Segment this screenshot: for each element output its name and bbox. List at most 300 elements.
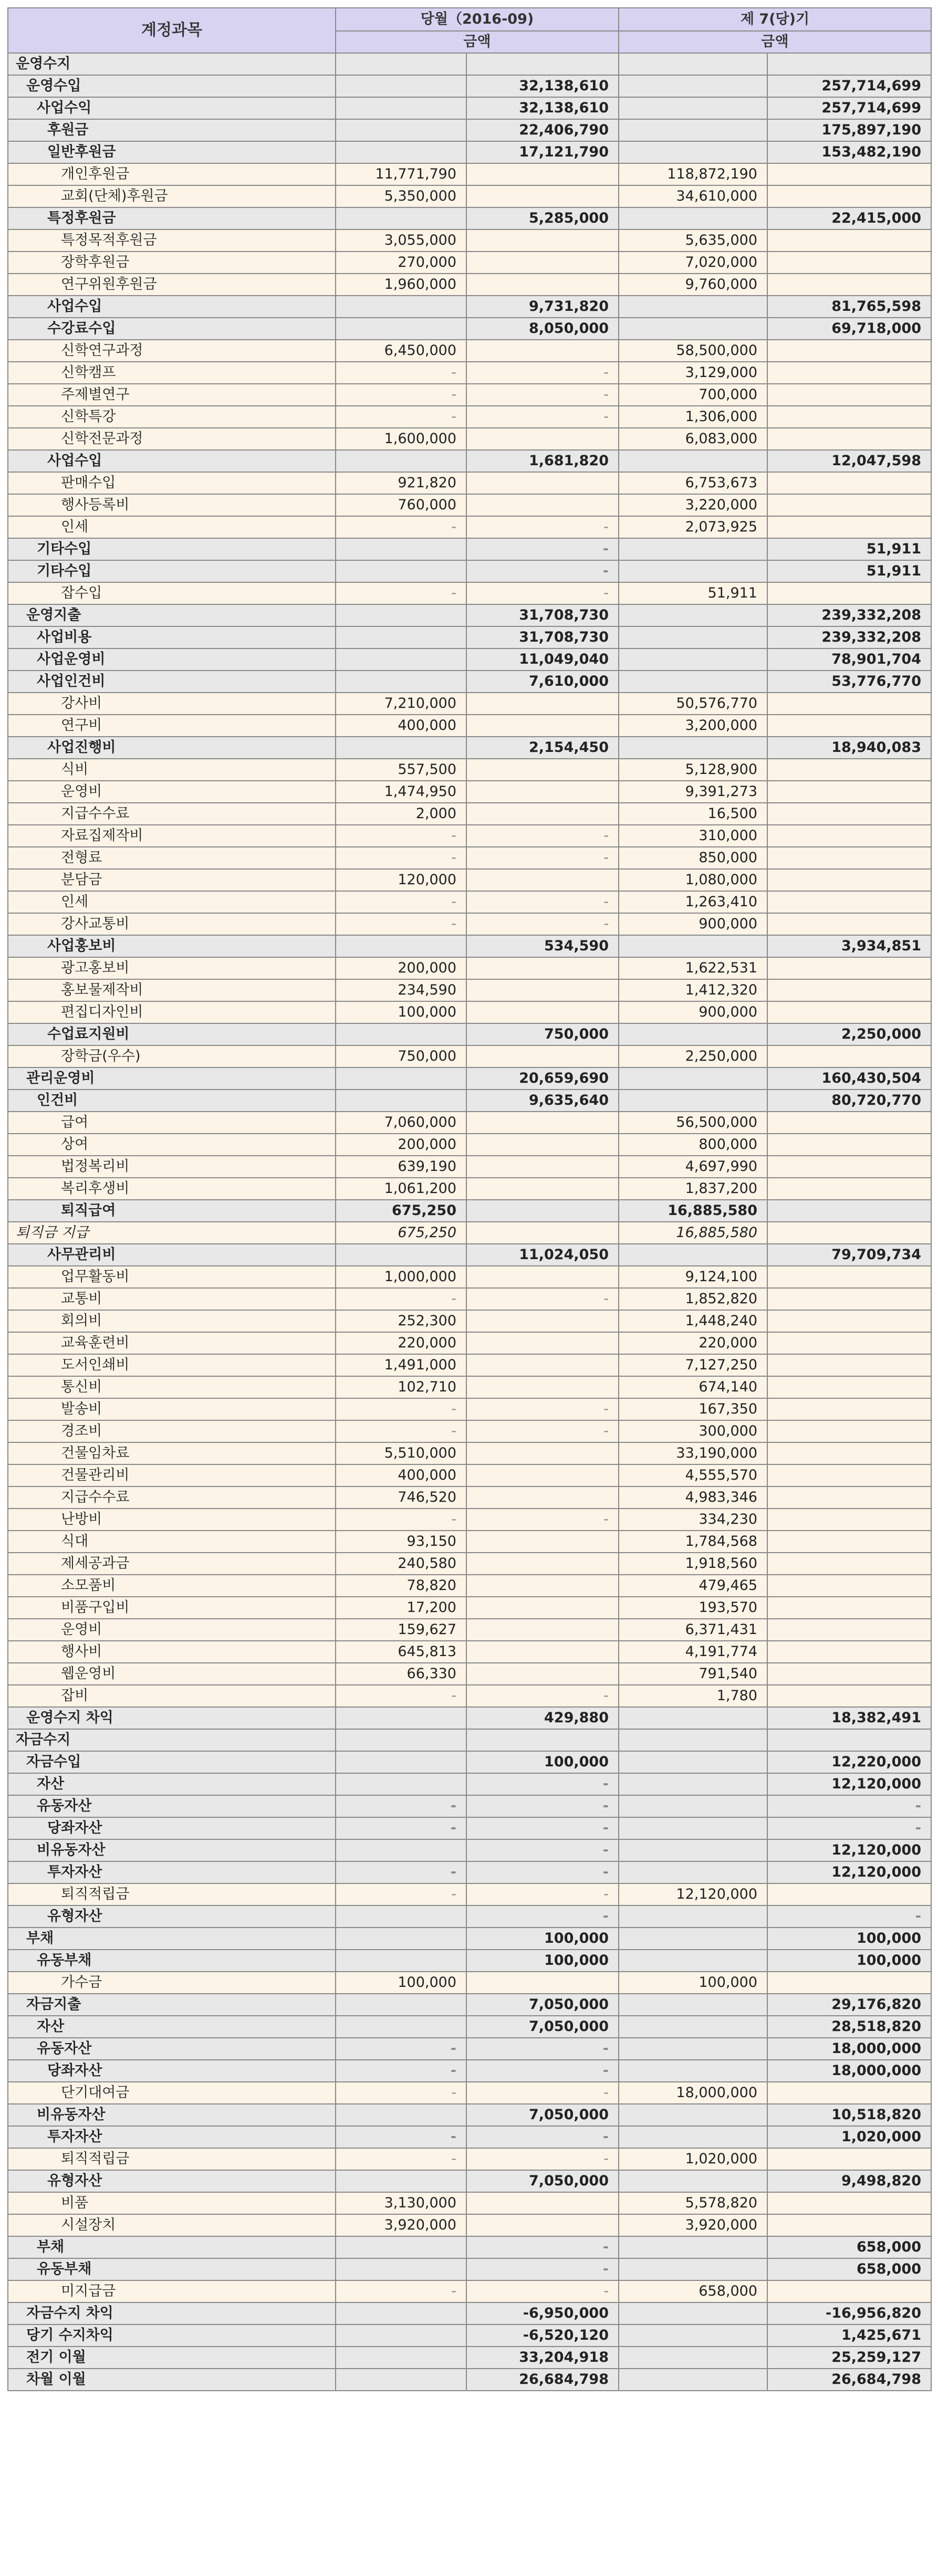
account-name-cell: 자료집제작비 [8, 825, 336, 847]
current-total-amount-cell [466, 494, 619, 516]
current-total-amount-cell: 32,138,610 [466, 75, 619, 97]
current-sub-amount-cell [336, 318, 466, 340]
account-name-cell: 자산 [8, 2016, 336, 2038]
cumulative-total-amount-cell: 257,714,699 [767, 75, 931, 97]
cumulative-sub-amount-cell [619, 2126, 767, 2148]
account-name-cell: 지급수수료 [8, 1486, 336, 1509]
current-total-amount-cell: - [466, 1398, 619, 1420]
cumulative-sub-amount-cell: 3,220,000 [619, 494, 767, 516]
table-row [8, 538, 931, 560]
cumulative-total-amount-cell: 12,120,000 [767, 1839, 931, 1861]
cumulative-total-amount-cell [767, 1045, 931, 1067]
account-name-cell: 자금지출 [8, 1994, 336, 2016]
current-sub-amount-cell: 270,000 [336, 252, 466, 274]
cumulative-total-amount-cell [767, 229, 931, 252]
table-row [8, 1795, 931, 1817]
account-name-cell: 자금수지 [8, 1729, 336, 1751]
current-total-amount-cell: 1,681,820 [466, 450, 619, 472]
current-total-amount-cell [466, 1222, 619, 1244]
account-name-cell: 사업수익 [8, 97, 336, 119]
current-sub-amount-cell [336, 538, 466, 560]
current-total-amount-cell: 22,406,790 [466, 119, 619, 141]
current-total-amount-cell: -6,520,120 [466, 2324, 619, 2347]
current-sub-amount-cell [336, 1773, 466, 1795]
current-sub-amount-cell: - [336, 406, 466, 428]
cumulative-total-amount-cell [767, 1509, 931, 1531]
current-sub-amount-cell: 5,350,000 [336, 185, 466, 207]
cumulative-sub-amount-cell: 1,263,410 [619, 891, 767, 913]
cumulative-sub-amount-cell: 334,230 [619, 1509, 767, 1531]
account-name-cell: 운영수입 [8, 75, 336, 97]
current-total-amount-cell [466, 1354, 619, 1376]
current-sub-amount-cell [336, 141, 466, 163]
cumulative-sub-amount-cell: 791,540 [619, 1663, 767, 1685]
table-row [8, 185, 931, 207]
current-sub-amount-cell [336, 450, 466, 472]
cumulative-sub-amount-cell [619, 2324, 767, 2347]
current-sub-amount-cell: 400,000 [336, 1464, 466, 1486]
current-total-amount-cell: - [466, 1861, 619, 1883]
cumulative-total-amount-cell [767, 582, 931, 604]
current-sub-amount-cell [336, 296, 466, 318]
table-row [8, 406, 931, 428]
current-sub-amount-cell [336, 2016, 466, 2038]
current-sub-amount-cell [336, 53, 466, 75]
current-sub-amount-cell: 6,450,000 [336, 340, 466, 362]
table-row [8, 1288, 931, 1310]
account-name-cell: 제세공과금 [8, 1553, 336, 1575]
account-name-cell: 건물임차료 [8, 1442, 336, 1464]
account-name-cell: 판매수입 [8, 472, 336, 494]
cumulative-total-amount-cell [767, 1486, 931, 1509]
table-row [8, 2038, 931, 2060]
cumulative-total-amount-cell: 26,684,798 [767, 2369, 931, 2391]
cumulative-sub-amount-cell: 9,760,000 [619, 274, 767, 296]
account-name-cell: 기타수입 [8, 560, 336, 582]
table-header [8, 8, 931, 53]
current-total-amount-cell: - [466, 2082, 619, 2104]
cumulative-total-amount-cell: 28,518,820 [767, 2016, 931, 2038]
account-name-cell: 건물관리비 [8, 1464, 336, 1486]
cumulative-sub-amount-cell: 3,920,000 [619, 2214, 767, 2236]
account-name-cell: 시설장치 [8, 2214, 336, 2236]
table-row [8, 737, 931, 759]
account-name-cell: 통신비 [8, 1376, 336, 1398]
table-row [8, 296, 931, 318]
cumulative-total-amount-cell [767, 1619, 931, 1641]
cumulative-total-amount-cell: 12,120,000 [767, 1773, 931, 1795]
current-sub-amount-cell [336, 2302, 466, 2324]
current-total-amount-cell: - [466, 1839, 619, 1861]
cumulative-sub-amount-cell [619, 1729, 767, 1751]
cumulative-period-header: 제 7(당)기 [619, 8, 931, 31]
cumulative-sub-amount-cell: 16,500 [619, 803, 767, 825]
cumulative-sub-amount-cell [619, 626, 767, 648]
current-sub-amount-cell: 1,474,950 [336, 781, 466, 803]
current-sub-amount-cell: 66,330 [336, 1663, 466, 1685]
table-row [8, 1486, 931, 1509]
cumulative-total-amount-cell [767, 362, 931, 384]
table-row [8, 2126, 931, 2148]
cumulative-total-amount-cell [767, 1663, 931, 1685]
table-row [8, 2214, 931, 2236]
current-total-amount-cell: - [466, 1795, 619, 1817]
current-total-amount-cell: 750,000 [466, 1023, 619, 1045]
cumulative-sub-amount-cell [619, 1244, 767, 1266]
account-name-cell: 교회(단체)후원금 [8, 185, 336, 207]
current-total-amount-cell: - [466, 406, 619, 428]
table-row [8, 1178, 931, 1200]
table-row [8, 229, 931, 252]
table-row [8, 759, 931, 781]
account-name-cell: 식대 [8, 1531, 336, 1553]
table-row [8, 2302, 931, 2324]
account-name-cell: 자금수입 [8, 1751, 336, 1773]
cumulative-total-amount-cell: 53,776,770 [767, 671, 931, 693]
current-total-amount-cell [466, 340, 619, 362]
cumulative-sub-amount-cell: 900,000 [619, 1001, 767, 1023]
account-name-cell: 장학후원금 [8, 252, 336, 274]
cumulative-sub-amount-cell: 1,080,000 [619, 869, 767, 891]
current-total-amount-cell [466, 1729, 619, 1751]
cumulative-sub-amount-cell [619, 1067, 767, 1090]
current-sub-amount-cell: 7,210,000 [336, 693, 466, 715]
account-name-cell: 유동부채 [8, 1950, 336, 1972]
cumulative-total-amount-cell: 78,901,704 [767, 648, 931, 671]
current-total-amount-cell [466, 781, 619, 803]
table-row [8, 1090, 931, 1112]
current-sub-amount-cell [336, 75, 466, 97]
cumulative-sub-amount-cell: 3,129,000 [619, 362, 767, 384]
table-row [8, 1531, 931, 1553]
table-row [8, 472, 931, 494]
current-sub-amount-cell [336, 2347, 466, 2369]
current-total-amount-cell [466, 1112, 619, 1134]
current-total-amount-cell [466, 1001, 619, 1023]
current-total-amount-cell [466, 163, 619, 185]
current-total-amount-cell [466, 869, 619, 891]
account-name-cell: 투자자산 [8, 1861, 336, 1883]
account-name-cell: 법정복리비 [8, 1156, 336, 1178]
current-sub-amount-cell [336, 737, 466, 759]
cumulative-sub-amount-cell [619, 1839, 767, 1861]
current-total-amount-cell: - [466, 362, 619, 384]
current-total-amount-cell: 100,000 [466, 1751, 619, 1773]
cumulative-total-amount-cell [767, 2082, 931, 2104]
current-sub-amount-cell: - [336, 1509, 466, 1531]
current-sub-amount-cell [336, 1751, 466, 1773]
cumulative-sub-amount-cell [619, 1928, 767, 1950]
current-sub-amount-cell [336, 604, 466, 626]
table-row [8, 2082, 931, 2104]
current-sub-amount-cell: 1,000,000 [336, 1266, 466, 1288]
table-row [8, 2369, 931, 2391]
cumulative-total-amount-cell: 51,911 [767, 538, 931, 560]
current-total-amount-cell [466, 803, 619, 825]
cumulative-total-amount-cell [767, 1156, 931, 1178]
current-sub-amount-cell: 11,771,790 [336, 163, 466, 185]
table-row [8, 1266, 931, 1288]
table-row [8, 1663, 931, 1685]
table-row [8, 582, 931, 604]
table-row [8, 2060, 931, 2082]
account-name-cell: 복리후생비 [8, 1178, 336, 1200]
account-name-cell: 편집디자인비 [8, 1001, 336, 1023]
cumulative-sub-amount-cell: 1,780 [619, 1685, 767, 1707]
table-row [8, 1509, 931, 1531]
account-name-cell: 주제별연구 [8, 384, 336, 406]
current-sub-amount-cell [336, 1090, 466, 1112]
current-sub-amount-cell: 100,000 [336, 1972, 466, 1994]
cumulative-total-amount-cell: - [767, 1817, 931, 1839]
account-name-cell: 자산 [8, 1773, 336, 1795]
table-row [8, 1751, 931, 1773]
cumulative-sub-amount-cell: 3,200,000 [619, 715, 767, 737]
current-sub-amount-cell: - [336, 384, 466, 406]
account-name-cell: 단기대여금 [8, 2082, 336, 2104]
current-sub-amount-cell [336, 2104, 466, 2126]
cumulative-sub-amount-cell [619, 2302, 767, 2324]
table-row [8, 252, 931, 274]
current-total-amount-cell [466, 472, 619, 494]
account-name-cell: 특정후원금 [8, 207, 336, 229]
cumulative-sub-amount-cell [619, 1773, 767, 1795]
account-name-cell: 홍보물제작비 [8, 979, 336, 1001]
cumulative-sub-amount-cell: 193,570 [619, 1597, 767, 1619]
current-sub-amount-cell [336, 1839, 466, 1861]
current-sub-amount-cell: - [336, 2038, 466, 2060]
account-name-cell: 행사비 [8, 1641, 336, 1663]
cumulative-total-amount-cell [767, 1641, 931, 1663]
current-total-amount-cell: 31,708,730 [466, 626, 619, 648]
account-name-cell: 신학전문과정 [8, 428, 336, 450]
cumulative-sub-amount-cell [619, 2369, 767, 2391]
current-sub-amount-cell [336, 2258, 466, 2280]
cumulative-sub-amount-cell [619, 97, 767, 119]
cumulative-sub-amount-cell [619, 1795, 767, 1817]
current-sub-amount-cell: - [336, 2082, 466, 2104]
account-name-cell: 장학금(우수) [8, 1045, 336, 1067]
current-sub-amount-cell: - [336, 1288, 466, 1310]
account-name-cell: 업무활동비 [8, 1266, 336, 1288]
current-total-amount-cell: - [466, 1685, 619, 1707]
account-name-cell: 강사교통비 [8, 913, 336, 935]
cumulative-total-amount-cell [767, 1597, 931, 1619]
cumulative-total-amount-cell: 81,765,598 [767, 296, 931, 318]
table-row [8, 318, 931, 340]
current-total-amount-cell: -6,950,000 [466, 2302, 619, 2324]
current-amount-header: 금액 [336, 31, 619, 53]
cumulative-sub-amount-cell [619, 296, 767, 318]
table-row [8, 1442, 931, 1464]
cumulative-total-amount-cell [767, 472, 931, 494]
account-name-cell: 웹운영비 [8, 1663, 336, 1685]
cumulative-sub-amount-cell: 4,191,774 [619, 1641, 767, 1663]
table-row [8, 1376, 931, 1398]
table-row [8, 163, 931, 185]
cumulative-sub-amount-cell [619, 53, 767, 75]
current-sub-amount-cell: 78,820 [336, 1575, 466, 1597]
current-sub-amount-cell: - [336, 582, 466, 604]
table-row [8, 803, 931, 825]
current-sub-amount-cell: 1,061,200 [336, 1178, 466, 1200]
current-sub-amount-cell: 645,813 [336, 1641, 466, 1663]
table-row [8, 274, 931, 296]
account-name-cell: 연구비 [8, 715, 336, 737]
table-row [8, 781, 931, 803]
account-name-cell: 식비 [8, 759, 336, 781]
table-row [8, 2148, 931, 2170]
cumulative-total-amount-cell: 3,934,851 [767, 935, 931, 957]
cumulative-total-amount-cell: 29,176,820 [767, 1994, 931, 2016]
cumulative-sub-amount-cell: 5,128,900 [619, 759, 767, 781]
account-name-cell: 차월 이월 [8, 2369, 336, 2391]
cumulative-sub-amount-cell: 9,124,100 [619, 1266, 767, 1288]
current-total-amount-cell: 7,050,000 [466, 2170, 619, 2192]
current-sub-amount-cell: 1,491,000 [336, 1354, 466, 1376]
table-row [8, 935, 931, 957]
table-row [8, 1464, 931, 1486]
current-total-amount-cell: - [466, 2258, 619, 2280]
cumulative-total-amount-cell [767, 1134, 931, 1156]
cumulative-total-amount-cell [767, 1222, 931, 1244]
table-row [8, 604, 931, 626]
current-sub-amount-cell [336, 2324, 466, 2347]
cumulative-total-amount-cell: 51,911 [767, 560, 931, 582]
table-row [8, 1553, 931, 1575]
table-row [8, 1244, 931, 1266]
account-name-cell: 유동부채 [8, 2258, 336, 2280]
table-row [8, 1994, 931, 2016]
current-sub-amount-cell [336, 671, 466, 693]
current-sub-amount-cell [336, 1994, 466, 2016]
cumulative-total-amount-cell [767, 1685, 931, 1707]
account-name-cell: 사업홍보비 [8, 935, 336, 957]
cumulative-sub-amount-cell: 1,306,000 [619, 406, 767, 428]
account-name-cell: 사업인건비 [8, 671, 336, 693]
cumulative-total-amount-cell [767, 1288, 931, 1310]
cumulative-sub-amount-cell: 2,073,925 [619, 516, 767, 538]
current-total-amount-cell: 5,285,000 [466, 207, 619, 229]
table-row [8, 693, 931, 715]
current-total-amount-cell: 11,024,050 [466, 1244, 619, 1266]
cumulative-total-amount-cell [767, 1200, 931, 1222]
account-name-cell: 인건비 [8, 1090, 336, 1112]
account-name-cell: 관리운영비 [8, 1067, 336, 1090]
account-name-cell: 교육훈련비 [8, 1332, 336, 1354]
table-row [8, 516, 931, 538]
current-total-amount-cell: 32,138,610 [466, 97, 619, 119]
current-total-amount-cell [466, 252, 619, 274]
account-name-cell: 행사등록비 [8, 494, 336, 516]
cumulative-sub-amount-cell: 700,000 [619, 384, 767, 406]
cumulative-total-amount-cell [767, 1310, 931, 1332]
table-row [8, 2016, 931, 2038]
cumulative-sub-amount-cell [619, 450, 767, 472]
cumulative-total-amount-cell [767, 340, 931, 362]
table-row [8, 1597, 931, 1619]
cumulative-total-amount-cell: 18,382,491 [767, 1707, 931, 1729]
current-sub-amount-cell: 200,000 [336, 1134, 466, 1156]
current-sub-amount-cell: 400,000 [336, 715, 466, 737]
table-row [8, 2258, 931, 2280]
cumulative-total-amount-cell: 175,897,190 [767, 119, 931, 141]
cumulative-sub-amount-cell: 900,000 [619, 913, 767, 935]
current-total-amount-cell: - [466, 582, 619, 604]
account-name-cell: 전형료 [8, 847, 336, 869]
account-name-cell: 유형자산 [8, 1905, 336, 1928]
cumulative-total-amount-cell [767, 2192, 931, 2214]
table-row [8, 1134, 931, 1156]
table-row [8, 1023, 931, 1045]
cumulative-sub-amount-cell: 167,350 [619, 1398, 767, 1420]
account-name-cell: 분담금 [8, 869, 336, 891]
cumulative-total-amount-cell: 153,482,190 [767, 141, 931, 163]
cumulative-total-amount-cell [767, 1354, 931, 1376]
current-sub-amount-cell: 3,130,000 [336, 2192, 466, 2214]
cumulative-sub-amount-cell: 800,000 [619, 1134, 767, 1156]
cumulative-sub-amount-cell: 4,697,990 [619, 1156, 767, 1178]
cumulative-total-amount-cell [767, 1531, 931, 1553]
current-total-amount-cell: - [466, 1288, 619, 1310]
current-total-amount-cell: - [466, 891, 619, 913]
current-month-header: 당월（2016-09) [336, 8, 619, 31]
current-sub-amount-cell: - [336, 2148, 466, 2170]
current-total-amount-cell: - [466, 913, 619, 935]
cumulative-sub-amount-cell [619, 604, 767, 626]
account-name-cell: 운영수지 [8, 53, 336, 75]
cumulative-sub-amount-cell [619, 75, 767, 97]
cumulative-total-amount-cell: -16,956,820 [767, 2302, 931, 2324]
account-name-cell: 사업운영비 [8, 648, 336, 671]
current-total-amount-cell [466, 1597, 619, 1619]
cumulative-sub-amount-cell: 6,083,000 [619, 428, 767, 450]
current-total-amount-cell [466, 229, 619, 252]
cumulative-total-amount-cell [767, 1420, 931, 1442]
cumulative-total-amount-cell: 100,000 [767, 1950, 931, 1972]
cumulative-total-amount-cell [767, 2280, 931, 2302]
account-name-cell: 미지급금 [8, 2280, 336, 2302]
account-name-cell: 부채 [8, 2236, 336, 2258]
current-total-amount-cell: - [466, 2236, 619, 2258]
account-column-header: 계정과목 [8, 8, 336, 53]
cumulative-total-amount-cell [767, 2214, 931, 2236]
cumulative-total-amount-cell [767, 1178, 931, 1200]
cumulative-total-amount-cell [767, 825, 931, 847]
cumulative-sub-amount-cell: 7,127,250 [619, 1354, 767, 1376]
table-row [8, 2280, 931, 2302]
account-name-cell: 전기 이월 [8, 2347, 336, 2369]
table-row [8, 1222, 931, 1244]
account-name-cell: 유동자산 [8, 2038, 336, 2060]
cumulative-sub-amount-cell: 4,555,570 [619, 1464, 767, 1486]
cumulative-sub-amount-cell: 300,000 [619, 1420, 767, 1442]
cumulative-sub-amount-cell: 18,000,000 [619, 2082, 767, 2104]
current-sub-amount-cell: 5,510,000 [336, 1442, 466, 1464]
cumulative-sub-amount-cell [619, 1994, 767, 2016]
current-total-amount-cell: - [466, 516, 619, 538]
current-total-amount-cell: - [466, 538, 619, 560]
cumulative-total-amount-cell: 12,047,598 [767, 450, 931, 472]
cumulative-sub-amount-cell: 1,622,531 [619, 957, 767, 979]
current-total-amount-cell: - [466, 1883, 619, 1905]
current-sub-amount-cell: - [336, 1817, 466, 1839]
table-row [8, 1045, 931, 1067]
current-sub-amount-cell: 1,600,000 [336, 428, 466, 450]
cumulative-total-amount-cell [767, 163, 931, 185]
current-sub-amount-cell: 100,000 [336, 1001, 466, 1023]
table-row [8, 53, 931, 75]
